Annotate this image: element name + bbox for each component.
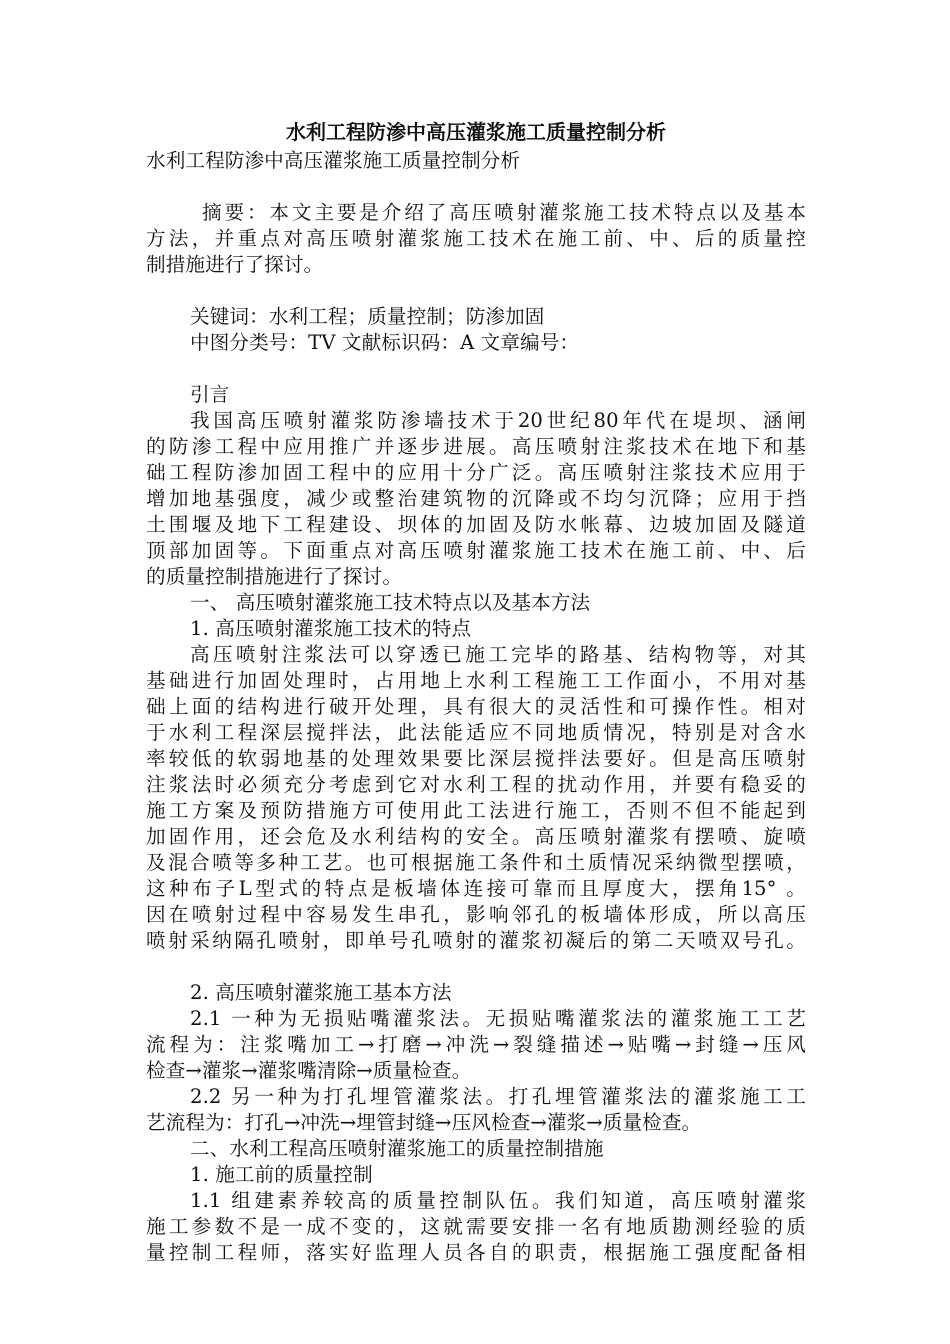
text-line: 因在喷射过程中容易发生串孔，影响邻孔的板墙体形成，所以高压 <box>146 903 806 926</box>
text-line: 率较低的软弱地基的处理效果要比深层搅拌法要好。但是高压喷射 <box>146 747 806 770</box>
text-line: 及混合喷等多种工艺。也可根据施工条件和土质情况采纳微型摆喷， <box>146 851 806 874</box>
text-line: 这种布子L型式的特点是板墙体连接可靠而且厚度大，摆角15° 。 <box>146 877 806 900</box>
text-line: 注浆法时必须充分考虑到它对水利工程的扰动作用，并要有稳妥的 <box>146 773 806 796</box>
text-line: 量控制工程师，落实好监理人员各自的职责，根据施工强度配备相 <box>146 1241 806 1264</box>
text-line: 一、 高压喷射灌浆施工技术特点以及基本方法 <box>190 591 591 614</box>
text-line: 流程为：注浆嘴加工→打磨→冲洗→裂缝描述→贴嘴→封缝→压风 <box>146 1033 806 1056</box>
text-line: 2. 高压喷射灌浆施工基本方法 <box>190 981 452 1004</box>
text-line: 制措施进行了探讨。 <box>146 253 324 276</box>
document-title: 水利工程防渗中高压灌浆施工质量控制分析 <box>286 120 666 144</box>
document-body <box>146 148 806 1266</box>
text-line: 中图分类号：TV 文献标识码：A 文章编号： <box>190 331 580 354</box>
text-line: 土围堰及地下工程建设、坝体的加固及防水帐幕、边坡加固及隧道 <box>146 513 806 536</box>
text-line: 艺流程为：打孔→冲洗→埋管封缝→压风检查→灌浆→质量检查。 <box>146 1111 702 1134</box>
text-line: 加固作用，还会危及水利结构的安全。高压喷射灌浆有摆喷、旋喷 <box>146 825 806 848</box>
blank-line <box>146 954 806 980</box>
text-line: 于水利工程深层搅拌法，此法能适应不同地质情况，特别是对含水 <box>146 721 806 744</box>
text-line: 1. 施工前的质量控制 <box>190 1163 373 1186</box>
text-line: 1.1 组建素养较高的质量控制队伍。我们知道，高压喷射灌浆 <box>190 1189 806 1212</box>
text-line: 顶部加固等。下面重点对高压喷射灌浆施工技术在施工前、中、后 <box>146 539 806 562</box>
text-line: 施工参数不是一成不变的，这就需要安排一名有地质勘测经验的质 <box>146 1215 806 1238</box>
text-line: 关键词：水利工程；质量控制；防渗加固 <box>190 305 545 328</box>
blank-line <box>146 278 806 304</box>
blank-line <box>146 356 806 382</box>
text-line: 方法，并重点对高压喷射灌浆施工技术在施工前、中、后的质量控 <box>146 227 806 250</box>
text-line: 基础进行加固处理时，占用地上水利工程施工工作面小，不用对基 <box>146 669 806 692</box>
text-line: 检查→灌浆→灌浆嘴清除→质量检查。 <box>146 1059 472 1082</box>
text-line: 施工方案及预防措施方可使用此工法进行施工，否则不但不能起到 <box>146 799 806 822</box>
text-line: 1. 高压喷射灌浆施工技术的特点 <box>190 617 472 640</box>
text-line: 础上面的结构进行破开处理，具有很大的灵活性和可操作性。相对 <box>146 695 806 718</box>
text-line: 高压喷射注浆法可以穿透已施工完毕的路基、结构物等，对其 <box>190 643 806 666</box>
text-line: 2.1 一种为无损贴嘴灌浆法。无损贴嘴灌浆法的灌浆施工工艺 <box>190 1007 806 1030</box>
text-line: 喷射采纳隔孔喷射，即单号孔喷射的灌浆初凝后的第二天喷双号孔。 <box>146 929 806 952</box>
blank-line <box>146 174 806 200</box>
text-line: 增加地基强度，减少或整治建筑物的沉降或不均匀沉降；应用于挡 <box>146 487 806 510</box>
text-line: 二、水利工程高压喷射灌浆施工的质量控制措施 <box>190 1137 604 1160</box>
text-line: 的质量控制措施进行了探讨。 <box>146 565 403 588</box>
text-line: 引言 <box>190 383 230 406</box>
text-line: 础工程防渗加固工程中的应用十分广泛。高压喷射注浆技术应用于 <box>146 461 806 484</box>
text-line: 2.2 另一种为打孔埋管灌浆法。打孔埋管灌浆法的灌浆施工工 <box>190 1085 806 1108</box>
text-line: 我国高压喷射灌浆防渗墙技术于20世纪80年代在堤坝、涵闸 <box>190 409 806 432</box>
text-line: 水利工程防渗中高压灌浆施工质量控制分析 <box>146 149 521 172</box>
text-line: 摘要：本文主要是介绍了高压喷射灌浆施工技术特点以及基本 <box>202 201 806 224</box>
document-page <box>146 118 806 1266</box>
text-line: 的防渗工程中应用推广并逐步进展。高压喷射注浆技术在地下和基 <box>146 435 806 458</box>
